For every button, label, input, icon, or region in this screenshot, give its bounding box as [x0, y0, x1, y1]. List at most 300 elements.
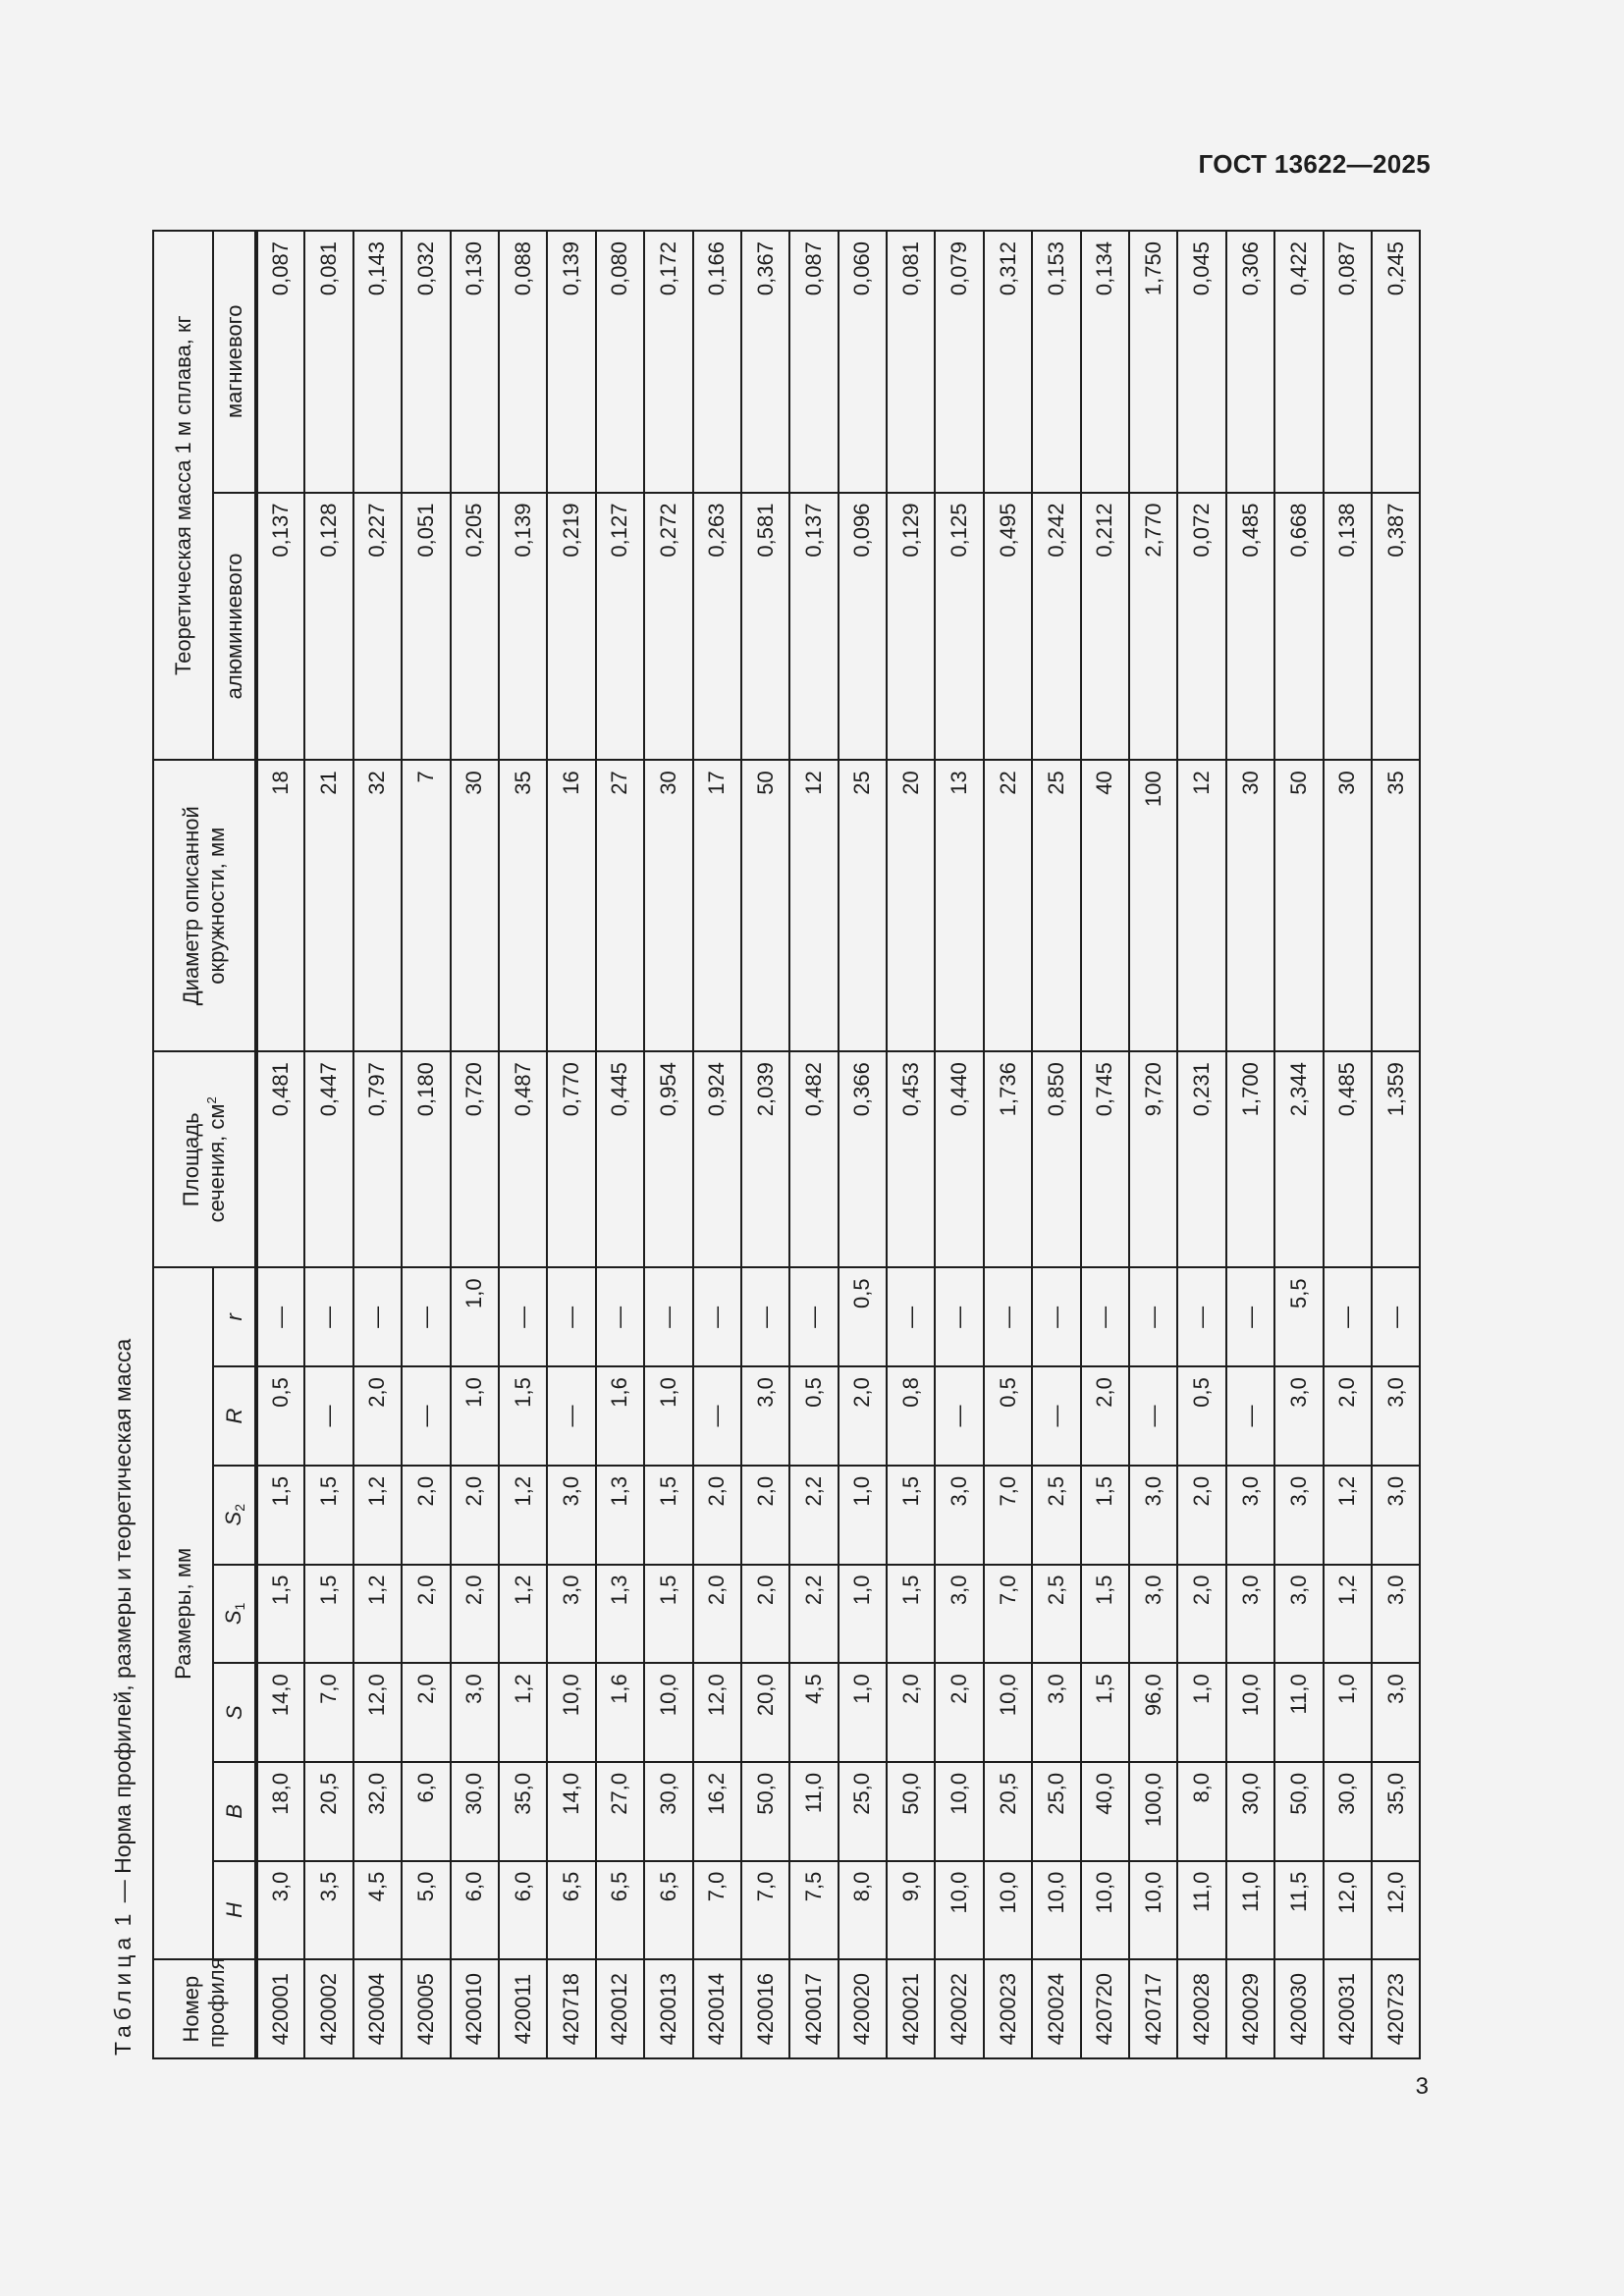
header-H: H — [213, 1861, 256, 1960]
table-row — [935, 231, 983, 2058]
cell-S1: 1,5 — [644, 1565, 692, 1664]
cell-S2: 2,0 — [693, 1466, 741, 1565]
cell-r: — — [1324, 1267, 1372, 1366]
cell-area: 1,700 — [1226, 1051, 1274, 1267]
cell-S: 3,0 — [1372, 1663, 1420, 1762]
table-row — [304, 231, 352, 2058]
cell-B: 25,0 — [1032, 1762, 1080, 1861]
cell-r: — — [887, 1267, 935, 1366]
cell-S2: 2,0 — [402, 1466, 450, 1565]
cell-magnesium-mass: 0,134 — [1081, 231, 1129, 493]
cell-S2: 3,0 — [1372, 1466, 1420, 1565]
cell-diameter: 35 — [1372, 760, 1420, 1051]
cell-S1: 1,5 — [887, 1565, 935, 1664]
cell-R: — — [1032, 1366, 1080, 1466]
header-profile-number: Номер профиля — [153, 1959, 256, 2058]
cell-R: — — [1226, 1366, 1274, 1466]
cell-diameter: 7 — [402, 760, 450, 1051]
cell-H: 3,0 — [256, 1861, 304, 1960]
cell-S2: 1,5 — [304, 1466, 352, 1565]
header-r: r — [213, 1267, 256, 1366]
cell-R: 0,5 — [1177, 1366, 1225, 1466]
cell-H: 7,0 — [693, 1861, 741, 1960]
cell-diameter: 22 — [984, 760, 1032, 1051]
cell-S2: 1,2 — [353, 1466, 402, 1565]
table-row — [353, 231, 402, 2058]
cell-magnesium-mass: 0,367 — [741, 231, 789, 493]
cell-H: 12,0 — [1324, 1861, 1372, 1960]
header-S2 — [213, 1466, 256, 1565]
cell-area: 0,447 — [304, 1051, 352, 1267]
cell-r: — — [741, 1267, 789, 1366]
cell-S: 1,6 — [596, 1663, 644, 1762]
header-S2-sub: 2 — [231, 1503, 247, 1512]
cell-diameter: 32 — [353, 760, 402, 1051]
cell-diameter: 40 — [1081, 760, 1129, 1051]
cell-area: 1,736 — [984, 1051, 1032, 1267]
cell-B: 35,0 — [499, 1762, 547, 1861]
cell-S: 10,0 — [547, 1663, 595, 1762]
table-row — [451, 231, 499, 2058]
cell-H: 6,5 — [547, 1861, 595, 1960]
table-body — [256, 231, 1420, 2058]
cell-diameter: 30 — [644, 760, 692, 1051]
cell-profile-number: 420017 — [789, 1959, 838, 2058]
cell-diameter: 13 — [935, 760, 983, 1051]
cell-aluminum-mass: 0,129 — [887, 493, 935, 761]
cell-S: 4,5 — [789, 1663, 838, 1762]
header-B: B — [213, 1762, 256, 1861]
cell-r: 5,5 — [1274, 1267, 1323, 1366]
cell-B: 50,0 — [741, 1762, 789, 1861]
cell-S2: 1,2 — [1324, 1466, 1372, 1565]
cell-S: 1,2 — [499, 1663, 547, 1762]
cell-S1: 1,3 — [596, 1565, 644, 1664]
cell-B: 30,0 — [644, 1762, 692, 1861]
header-S1-letter: S — [220, 1610, 245, 1626]
cell-S2: 2,5 — [1032, 1466, 1080, 1565]
table-row — [984, 231, 1032, 2058]
cell-magnesium-mass: 0,087 — [789, 231, 838, 493]
cell-B: 30,0 — [1226, 1762, 1274, 1861]
cell-r: — — [402, 1267, 450, 1366]
cell-S: 12,0 — [353, 1663, 402, 1762]
cell-S2: 1,2 — [499, 1466, 547, 1565]
cell-diameter: 12 — [1177, 760, 1225, 1051]
cell-R: 2,0 — [1081, 1366, 1129, 1466]
cell-R: 1,6 — [596, 1366, 644, 1466]
cell-S1: 3,0 — [547, 1565, 595, 1664]
cell-S1: 3,0 — [1226, 1565, 1274, 1664]
cell-area: 9,720 — [1129, 1051, 1177, 1267]
cell-R: 1,0 — [451, 1366, 499, 1466]
cell-magnesium-mass: 0,153 — [1032, 231, 1080, 493]
cell-magnesium-mass: 1,750 — [1129, 231, 1177, 493]
cell-r: — — [644, 1267, 692, 1366]
cell-S: 96,0 — [1129, 1663, 1177, 1762]
cell-aluminum-mass: 0,096 — [839, 493, 887, 761]
cell-profile-number: 420011 — [499, 1959, 547, 2058]
cell-R: 0,5 — [984, 1366, 1032, 1466]
cell-profile-number: 420004 — [353, 1959, 402, 2058]
cell-H: 3,5 — [304, 1861, 352, 1960]
cell-magnesium-mass: 0,045 — [1177, 231, 1225, 493]
cell-H: 9,0 — [887, 1861, 935, 1960]
page-number: 3 — [1415, 2073, 1429, 2100]
cell-magnesium-mass: 0,139 — [547, 231, 595, 493]
cell-area: 0,850 — [1032, 1051, 1080, 1267]
cell-profile-number: 420014 — [693, 1959, 741, 2058]
table-row — [789, 231, 838, 2058]
cell-S1: 2,5 — [1032, 1565, 1080, 1664]
cell-area: 0,770 — [547, 1051, 595, 1267]
header-diameter: Диаметр описанной окружности, мм — [153, 760, 256, 1051]
table-row — [1129, 231, 1177, 2058]
cell-S2: 1,5 — [644, 1466, 692, 1565]
cell-aluminum-mass: 0,668 — [1274, 493, 1323, 761]
cell-r: — — [1081, 1267, 1129, 1366]
cell-area: 0,440 — [935, 1051, 983, 1267]
cell-S2: 1,5 — [256, 1466, 304, 1565]
cell-diameter: 17 — [693, 760, 741, 1051]
cell-profile-number: 420016 — [741, 1959, 789, 2058]
caption-number: 1 — [110, 1908, 135, 1927]
caption-label: Таблица — [110, 1932, 135, 2056]
cell-profile-number: 420001 — [256, 1959, 304, 2058]
cell-area: 0,366 — [839, 1051, 887, 1267]
cell-r: — — [935, 1267, 983, 1366]
cell-r: 0,5 — [839, 1267, 887, 1366]
document-code: ГОСТ 13622—2025 — [1198, 149, 1431, 179]
cell-magnesium-mass: 0,143 — [353, 231, 402, 493]
table-row — [887, 231, 935, 2058]
cell-R: 0,8 — [887, 1366, 935, 1466]
cell-r: — — [547, 1267, 595, 1366]
cell-R: 3,0 — [741, 1366, 789, 1466]
cell-r: — — [984, 1267, 1032, 1366]
header-area-line2: сечения, см — [204, 1103, 229, 1223]
cell-S: 10,0 — [1226, 1663, 1274, 1762]
cell-S1: 1,0 — [839, 1565, 887, 1664]
table-row — [1081, 231, 1129, 2058]
cell-magnesium-mass: 0,422 — [1274, 231, 1323, 493]
table-row — [839, 231, 887, 2058]
cell-S: 11,0 — [1274, 1663, 1323, 1762]
cell-S2: 2,0 — [1177, 1466, 1225, 1565]
cell-B: 40,0 — [1081, 1762, 1129, 1861]
cell-profile-number: 420013 — [644, 1959, 692, 2058]
cell-R: 3,0 — [1372, 1366, 1420, 1466]
cell-H: 5,0 — [402, 1861, 450, 1960]
cell-aluminum-mass: 0,128 — [304, 493, 352, 761]
cell-R: 0,5 — [256, 1366, 304, 1466]
cell-profile-number: 420010 — [451, 1959, 499, 2058]
cell-H: 10,0 — [1129, 1861, 1177, 1960]
cell-B: 50,0 — [887, 1762, 935, 1861]
cell-S2: 3,0 — [935, 1466, 983, 1565]
cell-S: 2,0 — [887, 1663, 935, 1762]
cell-S2: 3,0 — [1129, 1466, 1177, 1565]
cell-R: 0,5 — [789, 1366, 838, 1466]
cell-diameter: 18 — [256, 760, 304, 1051]
cell-profile-number: 420720 — [1081, 1959, 1129, 2058]
cell-B: 20,5 — [304, 1762, 352, 1861]
cell-aluminum-mass: 0,263 — [693, 493, 741, 761]
cell-magnesium-mass: 0,166 — [693, 231, 741, 493]
cell-diameter: 50 — [741, 760, 789, 1051]
cell-area: 0,745 — [1081, 1051, 1129, 1267]
table-row — [499, 231, 547, 2058]
cell-H: 11,0 — [1226, 1861, 1274, 1960]
cell-aluminum-mass: 0,072 — [1177, 493, 1225, 761]
header-S1 — [213, 1565, 256, 1664]
cell-S: 2,0 — [935, 1663, 983, 1762]
header-area-sup: 2 — [204, 1096, 219, 1104]
cell-R: 2,0 — [353, 1366, 402, 1466]
cell-magnesium-mass: 0,087 — [256, 231, 304, 493]
cell-area: 2,344 — [1274, 1051, 1323, 1267]
cell-R: 1,0 — [644, 1366, 692, 1466]
cell-aluminum-mass: 0,387 — [1372, 493, 1420, 761]
cell-magnesium-mass: 0,245 — [1372, 231, 1420, 493]
cell-r: 1,0 — [451, 1267, 499, 1366]
cell-magnesium-mass: 0,088 — [499, 231, 547, 493]
cell-B: 50,0 — [1274, 1762, 1323, 1861]
cell-S: 10,0 — [984, 1663, 1032, 1762]
cell-S: 1,0 — [839, 1663, 887, 1762]
rotated-table-region — [98, 230, 1408, 2059]
cell-aluminum-mass: 0,139 — [499, 493, 547, 761]
cell-R: 2,0 — [1324, 1366, 1372, 1466]
cell-aluminum-mass: 0,227 — [353, 493, 402, 761]
cell-R: 3,0 — [1274, 1366, 1323, 1466]
cell-B: 27,0 — [596, 1762, 644, 1861]
cell-S: 2,0 — [402, 1663, 450, 1762]
table-row — [1032, 231, 1080, 2058]
table-row — [1226, 231, 1274, 2058]
cell-S1: 2,0 — [451, 1565, 499, 1664]
cell-diameter: 20 — [887, 760, 935, 1051]
cell-B: 30,0 — [451, 1762, 499, 1861]
cell-B: 18,0 — [256, 1762, 304, 1861]
cell-r: — — [1177, 1267, 1225, 1366]
cell-magnesium-mass: 0,081 — [887, 231, 935, 493]
header-R: R — [213, 1366, 256, 1466]
cell-magnesium-mass: 0,081 — [304, 231, 352, 493]
cell-profile-number: 420023 — [984, 1959, 1032, 2058]
cell-magnesium-mass: 0,130 — [451, 231, 499, 493]
cell-S: 10,0 — [644, 1663, 692, 1762]
cell-magnesium-mass: 0,079 — [935, 231, 983, 493]
cell-S1: 3,0 — [1372, 1565, 1420, 1664]
cell-S1: 1,5 — [304, 1565, 352, 1664]
cell-diameter: 25 — [1032, 760, 1080, 1051]
cell-r: — — [1226, 1267, 1274, 1366]
cell-profile-number: 420723 — [1372, 1959, 1420, 2058]
cell-S1: 2,0 — [1177, 1565, 1225, 1664]
table-row — [256, 231, 304, 2058]
cell-S: 3,0 — [1032, 1663, 1080, 1762]
cell-profile-number: 420031 — [1324, 1959, 1372, 2058]
cell-aluminum-mass: 0,205 — [451, 493, 499, 761]
cell-aluminum-mass: 0,137 — [789, 493, 838, 761]
cell-B: 32,0 — [353, 1762, 402, 1861]
header-dimensions: Размеры, мм — [153, 1267, 213, 1959]
cell-S1: 3,0 — [1129, 1565, 1177, 1664]
cell-diameter: 30 — [451, 760, 499, 1051]
cell-profile-number: 420718 — [547, 1959, 595, 2058]
cell-magnesium-mass: 0,032 — [402, 231, 450, 493]
cell-R: — — [1129, 1366, 1177, 1466]
cell-S2: 1,3 — [596, 1466, 644, 1565]
cell-r: — — [353, 1267, 402, 1366]
cell-profile-number: 420002 — [304, 1959, 352, 2058]
cell-area: 0,482 — [789, 1051, 838, 1267]
table-row — [1324, 231, 1372, 2058]
cell-H: 10,0 — [1032, 1861, 1080, 1960]
cell-aluminum-mass: 0,219 — [547, 493, 595, 761]
cell-profile-number: 420005 — [402, 1959, 450, 2058]
cell-diameter: 35 — [499, 760, 547, 1051]
cell-B: 6,0 — [402, 1762, 450, 1861]
cell-H: 7,0 — [741, 1861, 789, 1960]
cell-S2: 1,5 — [887, 1466, 935, 1565]
cell-R: — — [693, 1366, 741, 1466]
cell-S1: 7,0 — [984, 1565, 1032, 1664]
table-row — [693, 231, 741, 2058]
cell-diameter: 50 — [1274, 760, 1323, 1051]
cell-R: — — [402, 1366, 450, 1466]
cell-area: 1,359 — [1372, 1051, 1420, 1267]
cell-aluminum-mass: 0,485 — [1226, 493, 1274, 761]
cell-S1: 2,0 — [402, 1565, 450, 1664]
cell-r: — — [693, 1267, 741, 1366]
cell-S1: 3,0 — [1274, 1565, 1323, 1664]
cell-diameter: 30 — [1324, 760, 1372, 1051]
cell-R: — — [935, 1366, 983, 1466]
header-S2-letter: S — [220, 1511, 245, 1526]
cell-profile-number: 420717 — [1129, 1959, 1177, 2058]
cell-magnesium-mass: 0,172 — [644, 231, 692, 493]
cell-S1: 3,0 — [935, 1565, 983, 1664]
table-row — [741, 231, 789, 2058]
cell-r: — — [1032, 1267, 1080, 1366]
cell-area: 2,039 — [741, 1051, 789, 1267]
cell-H: 11,0 — [1177, 1861, 1225, 1960]
cell-R: — — [304, 1366, 352, 1466]
cell-R: 2,0 — [839, 1366, 887, 1466]
cell-magnesium-mass: 0,306 — [1226, 231, 1274, 493]
cell-R: 1,5 — [499, 1366, 547, 1466]
cell-aluminum-mass: 0,127 — [596, 493, 644, 761]
cell-diameter: 100 — [1129, 760, 1177, 1051]
cell-profile-number: 420029 — [1226, 1959, 1274, 2058]
cell-H: 4,5 — [353, 1861, 402, 1960]
profile-table — [152, 230, 1421, 2059]
cell-H: 12,0 — [1372, 1861, 1420, 1960]
cell-r: — — [304, 1267, 352, 1366]
cell-H: 11,5 — [1274, 1861, 1323, 1960]
cell-aluminum-mass: 0,581 — [741, 493, 789, 761]
cell-profile-number: 420024 — [1032, 1959, 1080, 2058]
cell-profile-number: 420020 — [839, 1959, 887, 2058]
cell-magnesium-mass: 0,087 — [1324, 231, 1372, 493]
cell-B: 35,0 — [1372, 1762, 1420, 1861]
cell-S2: 7,0 — [984, 1466, 1032, 1565]
header-aluminum: алюминиевого — [213, 493, 256, 761]
table-row — [1274, 231, 1323, 2058]
cell-area: 0,180 — [402, 1051, 450, 1267]
cell-area: 0,954 — [644, 1051, 692, 1267]
cell-S: 12,0 — [693, 1663, 741, 1762]
cell-area: 0,924 — [693, 1051, 741, 1267]
table-row — [596, 231, 644, 2058]
table-row — [547, 231, 595, 2058]
cell-area: 0,720 — [451, 1051, 499, 1267]
table-caption — [98, 1339, 147, 2056]
header-area-line1: Площадь — [179, 1112, 204, 1207]
cell-S2: 2,0 — [451, 1466, 499, 1565]
cell-magnesium-mass: 0,312 — [984, 231, 1032, 493]
cell-r: — — [789, 1267, 838, 1366]
cell-S1: 2,0 — [693, 1565, 741, 1664]
cell-S: 1,5 — [1081, 1663, 1129, 1762]
cell-aluminum-mass: 0,272 — [644, 493, 692, 761]
cell-diameter: 21 — [304, 760, 352, 1051]
cell-S2: 1,0 — [839, 1466, 887, 1565]
table-row — [644, 231, 692, 2058]
cell-aluminum-mass: 0,051 — [402, 493, 450, 761]
table-row — [402, 231, 450, 2058]
cell-area: 0,231 — [1177, 1051, 1225, 1267]
cell-magnesium-mass: 0,060 — [839, 231, 887, 493]
cell-S1: 1,2 — [353, 1565, 402, 1664]
cell-B: 10,0 — [935, 1762, 983, 1861]
cell-S: 14,0 — [256, 1663, 304, 1762]
cell-R: — — [547, 1366, 595, 1466]
cell-S1: 2,0 — [741, 1565, 789, 1664]
cell-H: 10,0 — [1081, 1861, 1129, 1960]
cell-S1: 1,5 — [1081, 1565, 1129, 1664]
cell-B: 30,0 — [1324, 1762, 1372, 1861]
header-area — [153, 1051, 256, 1267]
cell-profile-number: 420021 — [887, 1959, 935, 2058]
cell-H: 8,0 — [839, 1861, 887, 1960]
cell-diameter: 30 — [1226, 760, 1274, 1051]
cell-S: 7,0 — [304, 1663, 352, 1762]
cell-aluminum-mass: 0,137 — [256, 493, 304, 761]
caption-text: — Норма профилей, размеры и теоретическая масса — [110, 1338, 135, 1903]
cell-aluminum-mass: 0,125 — [935, 493, 983, 761]
cell-B: 8,0 — [1177, 1762, 1225, 1861]
cell-diameter: 12 — [789, 760, 838, 1051]
cell-aluminum-mass: 2,770 — [1129, 493, 1177, 761]
table-row — [1372, 231, 1420, 2058]
cell-S1: 1,2 — [1324, 1565, 1372, 1664]
cell-aluminum-mass: 0,242 — [1032, 493, 1080, 761]
cell-S2: 2,0 — [741, 1466, 789, 1565]
cell-r: — — [596, 1267, 644, 1366]
cell-r: — — [256, 1267, 304, 1366]
cell-S1: 1,5 — [256, 1565, 304, 1664]
header-mass: Теоретическая масса 1 м сплава, кг — [153, 231, 213, 760]
cell-area: 0,487 — [499, 1051, 547, 1267]
cell-S1: 2,2 — [789, 1565, 838, 1664]
cell-H: 7,5 — [789, 1861, 838, 1960]
cell-B: 11,0 — [789, 1762, 838, 1861]
cell-H: 6,0 — [499, 1861, 547, 1960]
cell-r: — — [499, 1267, 547, 1366]
